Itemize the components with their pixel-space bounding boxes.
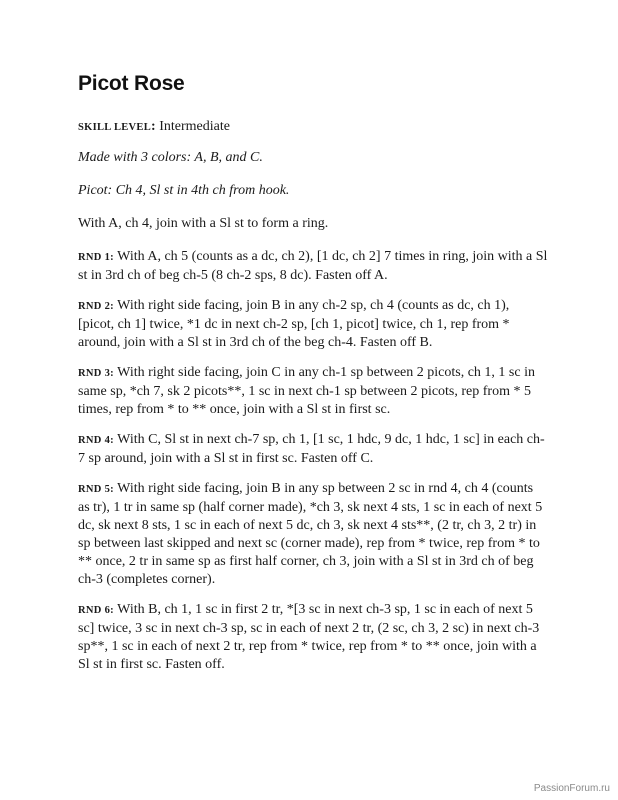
round-6 [78, 601, 548, 674]
round-label: RND 6: [78, 605, 114, 616]
round-text: With right side facing, join C in any ch-1 sp between 2 picots, ch 1, 1 sc in same sp, *ch 7, sk 2 picots**, 1 sc in next ch-1 sp between 2 picots, rep from * 5 times, rep from * to ** once, join with a Sl st in first sc. [78, 365, 535, 417]
skill-level [78, 118, 548, 137]
round-text: With C, Sl st in next ch-7 sp, ch 1, [1 sc, 1 hdc, 9 dc, 1 hdc, 1 sc] in each ch-7 sp around, join with a Sl st in first sc. Fasten off C. [78, 432, 545, 466]
round-1 [78, 248, 548, 285]
round-text: With right side facing, join B in any ch-2 sp, ch 4 (counts as dc, ch 1), [picot, ch 1] twice, *1 dc in next ch-2 sp, [ch 1, picot] twice, ch 1, rep from * around, join with a Sl st in 3rd ch of the beg ch-4. Fasten off B. [78, 298, 510, 350]
page-title: Picot Rose [78, 72, 185, 95]
pattern-page [78, 72, 548, 686]
round-text: With right side facing, join B in any sp between 2 sc in rnd 4, ch 4 (counts as tr), 1 tr in same sp (half corner made), *ch 3, sk next 4 sts, 1 sc in each of next 5 dc, sk next 8 sts, 1 sc in each of next 5 dc, ch 3, sk next 4 sts**, (2 tr, ch 3, 2 tr) in sp between last skipped and next sc (corner made), rep from * twice, rep from * to ** once, 2 tr in same sp as first half corner, ch 3, join with a Sl st in 3rd ch of beg ch-3 (completes corner). [78, 481, 543, 587]
round-4 [78, 431, 548, 468]
watermark: PassionForum.ru [533, 783, 610, 794]
start-instruction: With A, ch 4, join with a Sl st to form a ring. [78, 216, 329, 231]
round-label: RND 2: [78, 301, 114, 312]
round-3 [78, 364, 548, 419]
round-label: RND 5: [78, 484, 114, 495]
skill-level-label: SKILL LEVEL [78, 122, 152, 133]
skill-level-value: Intermediate [155, 119, 230, 134]
round-5 [78, 480, 548, 589]
round-text: With A, ch 5 (counts as a dc, ch 2), [1 dc, ch 2] 7 times in ring, join with a Sl st in 3rd ch of beg ch-5 (8 ch-2 sps, 8 dc). Fasten off A. [78, 249, 548, 283]
round-text: With B, ch 1, 1 sc in first 2 tr, *[3 sc in next ch-3 sp, 1 sc in each of next 5 sc] twice, 3 sc in next ch-3 sp, sc in each of next 2 tr, (2 sc, ch 3, 2 sc) in next ch-3 sp**, 1 sc in each of next 2 tr, rep from * twice, rep from * to ** once, join with a Sl st in first sc. Fasten off. [78, 602, 540, 672]
round-label: RND 1: [78, 252, 114, 263]
round-label: RND 3: [78, 368, 114, 379]
round-2 [78, 297, 548, 352]
round-label: RND 4: [78, 435, 114, 446]
skill-level-colon: : [151, 119, 156, 134]
picot-note: Picot: Ch 4, Sl st in 4th ch from hook. [78, 183, 290, 198]
made-with-note: Made with 3 colors: A, B, and C. [78, 150, 263, 165]
